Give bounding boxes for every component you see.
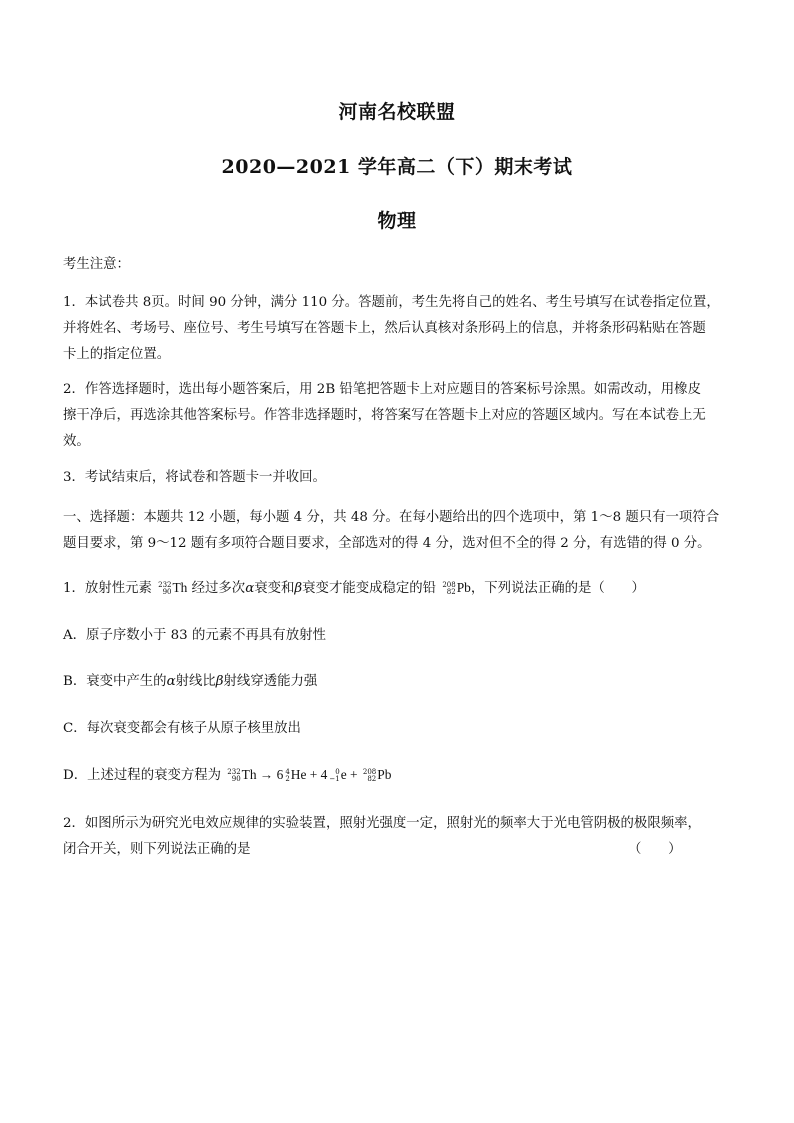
d-pb-indices: [363, 769, 376, 783]
section-1-instructions: [63, 505, 731, 557]
d-he-num: 2: [285, 774, 290, 783]
th-atomic-number: 90: [162, 587, 172, 596]
d-th-indices: [227, 769, 240, 783]
d-pb-symbol: Pb: [377, 767, 392, 782]
q2-line-1: 2．如图所示为研究光电效应规律的实验装置，照射光强度一定，照射光的频率大于光电管阴极的极限频率，: [63, 816, 701, 831]
notice-item-1-line-1: 1．本试卷共 8页。时间 90 分钟，满分 110 分。答题前，考生先将自己的姓名、考生号填写在试卷指定位置，: [63, 295, 720, 310]
q1-option-b-part-b: 射线比: [175, 674, 216, 689]
q1-option-c: C．每次衰变都会有核子从原子核里放出: [63, 721, 301, 736]
q1-option-b: [63, 669, 731, 695]
q1-option-b-part-a: B．衰变中产生的: [63, 674, 167, 689]
d-arrow-coef: → 6: [256, 767, 284, 782]
q1-stem-part-d: 衰变才能变成稳定的铅: [302, 581, 441, 596]
q1-option-d: [63, 762, 731, 789]
q1-option-b-part-c: 射线穿透能力强: [223, 674, 318, 689]
q1-stem-part-c: 衰变和: [254, 581, 295, 596]
section-1-line-1: 一、选择题：本题共 12 小题，每小题 4 分，共 48 分。在每小题给出的四个选项中，第 1～8 题只有一项符合: [63, 510, 720, 525]
subject-title: 物理: [377, 210, 417, 232]
exam-title: 2020—2021 学年高二（下）期末考试: [221, 156, 573, 178]
notice-item-1-line-2: 并将姓名、考场号、座位号、考生号填写在答题卡上，然后认真核对条形码上的信息，并将条形码粘贴在答题: [63, 321, 706, 336]
alpha-symbol: α: [245, 581, 255, 596]
notice-item-1: [63, 290, 731, 368]
pb-atomic-number: 82: [446, 587, 456, 596]
d-pb-mass: 208: [362, 767, 377, 776]
notice-heading: 考生注意：: [63, 257, 130, 272]
d-th-mass: 232: [227, 767, 241, 776]
th-symbol: Th: [172, 580, 188, 595]
d-pb-num: 82: [367, 774, 377, 783]
d-he-mass: 4: [285, 767, 290, 776]
notice-item-1-line-3: 卡上的指定位置。: [63, 347, 171, 362]
q1-stem-part-e: ，下列说法正确的是（ ）: [470, 581, 645, 596]
d-e-num: −1: [329, 774, 340, 783]
notice-item-2-line-3: 效。: [63, 434, 90, 449]
section-1-line-2: 题目要求，第 9～12 题有多项符合题目要求，全部选对的得 4 分，选对但不全的得 2 分，有选错的得 0 分。: [63, 536, 711, 551]
notice-item-2: [63, 377, 731, 455]
d-he-symbol: He + 4: [290, 767, 328, 782]
option-b-alpha-symbol: α: [166, 674, 176, 689]
pb-symbol: Pb: [456, 580, 471, 595]
d-electron-indices: [329, 769, 339, 783]
notice-item-2-line-2: 擦干净后，再选涂其他答案标号。作答非选择题时，将答案写在答题卡上对应的答题区域内。写在本试卷上无: [63, 408, 706, 423]
d-e-mass: 0: [335, 767, 340, 776]
notice-item-3: 3．考试结束后，将试卷和答题卡一并收回。: [63, 470, 326, 485]
th-mass-number: 232: [158, 580, 172, 589]
school-alliance-title: 河南名校联盟: [338, 101, 456, 123]
pb-mass-number: 208: [442, 580, 456, 589]
d-th-symbol: Th: [241, 767, 257, 782]
beta-symbol: β: [294, 581, 303, 596]
d-electron-symbol: e +: [340, 767, 361, 782]
notice-item-2-line-1: 2．作答选择题时，选出每小题答案后，用 2B 铅笔把答题卡上对应题目的答案标号涂黑。如需改动，用橡皮: [63, 382, 701, 397]
q1-option-d-text: D．上述过程的衰变方程为: [63, 768, 226, 783]
q1-stem-part-a: 1．放射性元素: [63, 581, 157, 596]
th-nuclide-indices: [158, 582, 171, 596]
q2-line-2: 闭合开关，则下列说法正确的是: [63, 842, 251, 857]
d-th-num: 90: [231, 774, 241, 783]
q1-option-a: A．原子序数小于 83 的元素不再具有放射性: [63, 628, 326, 643]
q1-stem-part-b: 经过多次: [187, 581, 246, 596]
option-b-beta-symbol: β: [215, 674, 224, 689]
pb-nuclide-indices: [442, 582, 455, 596]
question-1-stem: [63, 575, 731, 602]
q2-answer-paren: （ ）: [628, 842, 682, 857]
d-he-indices: [285, 769, 289, 783]
